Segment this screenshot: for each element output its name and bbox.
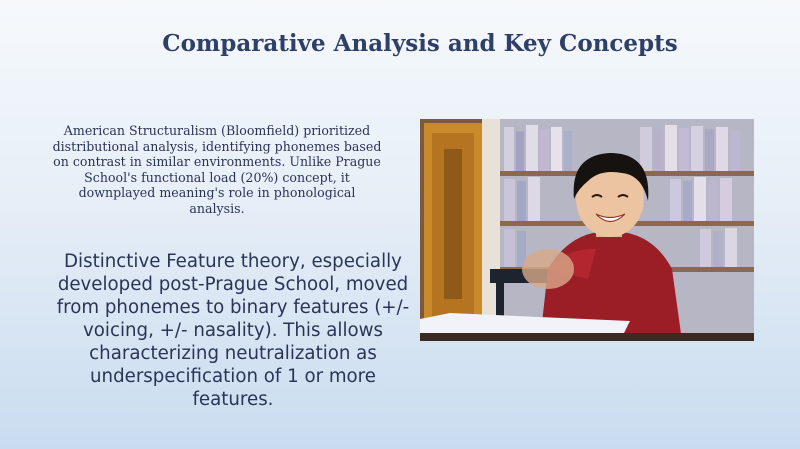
paragraph-structuralism: American Structuralism (Bloomfield) prioritized distributional analysis, identifying phonemes based on contrast in similar environments. Unlike Prague School's functional load (20%) concept, it downplayed meaning's role in phonological analysis. <box>52 123 382 216</box>
paragraph-distinctive-features: Distinctive Feature theory, especially developed post-Prague School, moved from phonemes to binary features (+/- voicing, +/- nasality). This allows characterizing neutralization as underspecification of 1 or more features. <box>56 251 410 410</box>
slide-title: Comparative Analysis and Key Concepts <box>162 30 678 57</box>
child-library-photo <box>420 119 754 341</box>
